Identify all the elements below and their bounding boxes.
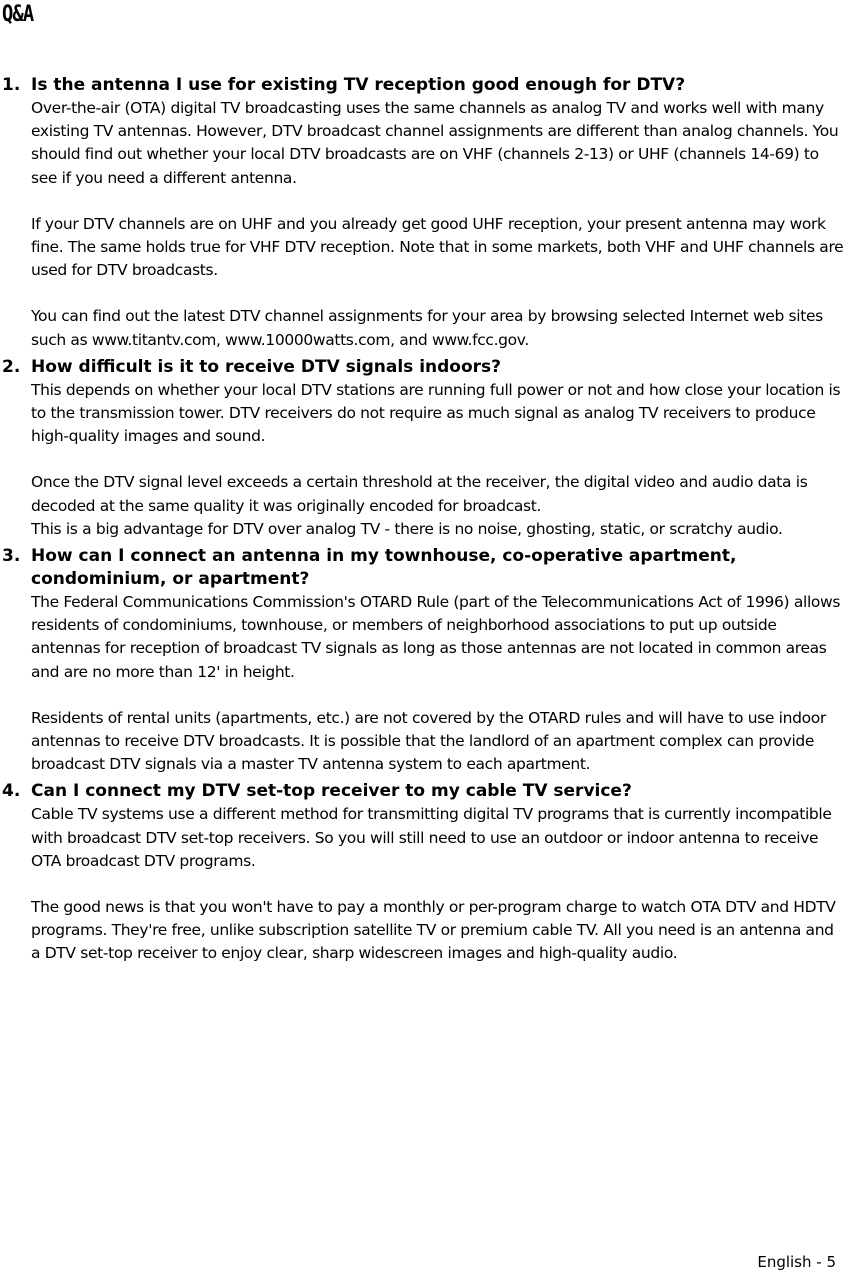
question-heading: How can I connect an antenna in my townhouse, co-operative apartment, condominium, or apartment?: [31, 546, 737, 590]
answer-paragraph: Residents of rental units (apartments, etc.) are not covered by the OTARD rules and will have to use indoor antennas to receive DTV broadcasts. It is possible that the landlord of an apartment complex can provide broadcast DTV signals via a master TV antenna system to each apartment.: [31, 708, 826, 774]
answer-paragraph: If your DTV channels are on UHF and you already get good UHF reception, your present antenna may work fine. The same holds true for VHF DTV reception. Note that in some markets, both VHF and UHF channels are used for DTV broadcasts.: [31, 214, 844, 280]
answer-paragraph: The good news is that you won't have to pay a monthly or per-program charge to watch OTA DTV and HDTV programs. They're free, unlike subscription satellite TV or premium cable TV. All you need is an antenna and a DTV set-top receiver to enjoy clear, sharp widescreen images and high-quality audio.: [31, 898, 836, 963]
page-number: English - 5: [757, 1253, 836, 1271]
qa-list: [0, 74, 848, 970]
qa-item: [0, 356, 848, 541]
answer-paragraph: Once the DTV signal level exceeds a certain threshold at the receiver, the digital video and audio data is decoded at the same quality it was originally encoded for broadcast.: [31, 473, 808, 515]
qa-item: [0, 74, 848, 352]
question-number: 3.: [2, 546, 21, 567]
question-heading: How difficult is it to receive DTV signals indoors?: [31, 356, 502, 377]
question-heading: Is the antenna I use for existing TV reception good enough for DTV?: [31, 75, 686, 95]
answer-paragraph: This is a big advantage for DTV over analog TV - there is no noise, ghosting, static, or scratchy audio.: [31, 519, 783, 538]
answer-paragraph: The Federal Communications Commission's OTARD Rule (part of the Telecommunications Act of 1996) allows residents of condominiums, townhouse, or members of neighborhood associations to put up outside antennas for reception of broadcast TV signals as long as those antennas are not located in common areas and are no more than 12' in height.: [31, 593, 841, 681]
question-number: 1.: [2, 75, 21, 95]
answer-paragraph: Cable TV systems use a different method for transmitting digital TV programs that is currently incompatible with broadcast DTV set-top receivers. So you will still need to use an outdoor or indoor antenna to receive OTA broadcast DTV programs.: [31, 805, 832, 870]
answer-paragraph: You can find out the latest DTV channel assignments for your area by browsing selected Internet web sites such as www.titantv.com, www.10000watts.com, and www.fcc.gov.: [31, 307, 823, 349]
question-number: 2.: [2, 356, 21, 377]
page-title: Q&A: [2, 2, 34, 27]
question-number: 4.: [2, 781, 21, 802]
qa-item: [0, 545, 848, 776]
answer-paragraph: This depends on whether your local DTV stations are running full power or not and how close your location is to the transmission tower. DTV receivers do not require as much signal as analog TV receivers to produce high-quality images and sound.: [31, 380, 841, 446]
question-heading: Can I connect my DTV set-top receiver to my cable TV service?: [31, 781, 632, 802]
qa-item: [0, 780, 848, 965]
answer-paragraph: Over-the-air (OTA) digital TV broadcasting uses the same channels as analog TV and works well with many existing TV antennas. However, DTV broadcast channel assignments are different than analog channels. You should find out whether your local DTV broadcasts are on VHF (channels 2-13) or UHF (channels 14-69) to see if you need a different antenna.: [31, 99, 839, 187]
